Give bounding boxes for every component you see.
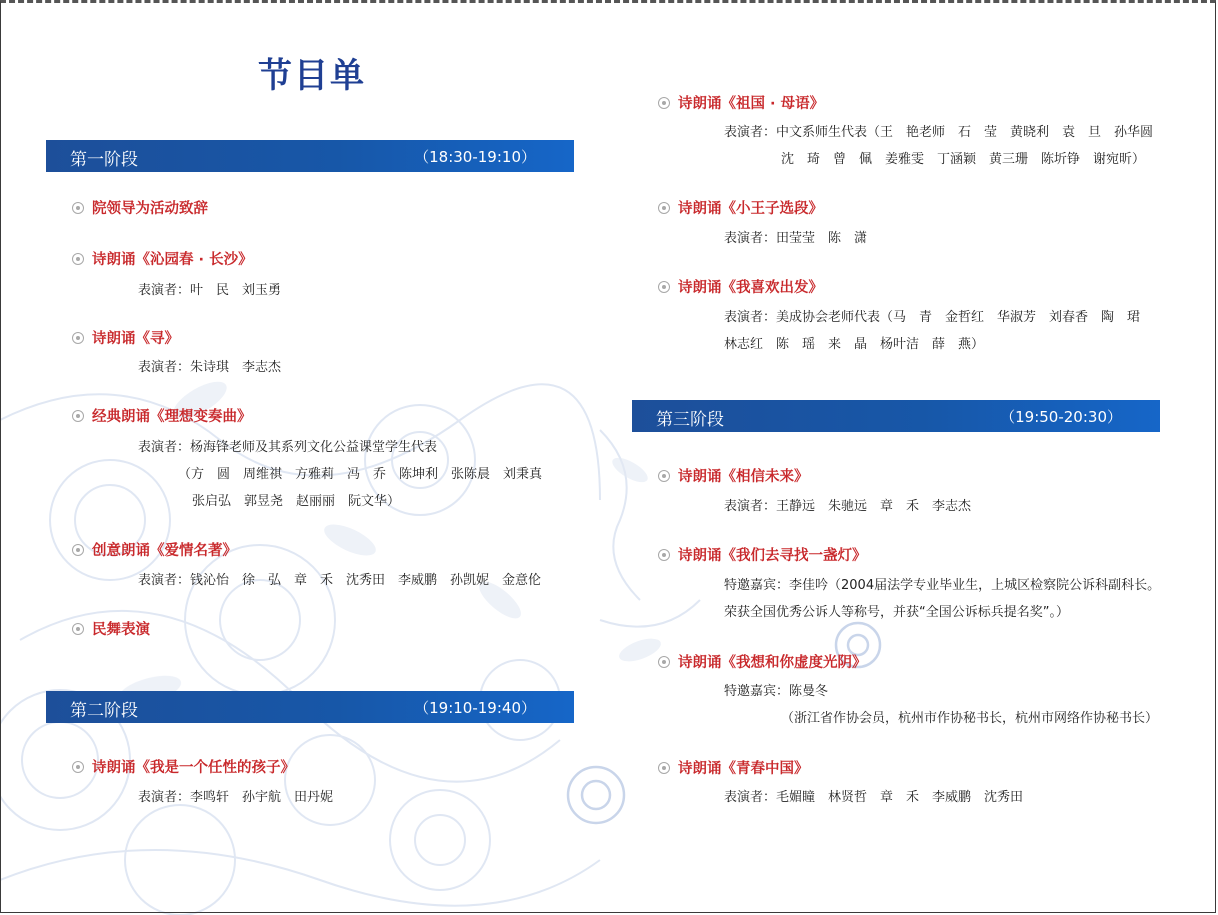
program-item [658,465,809,486]
bullet-icon [72,253,84,265]
phase-3-time: （19:50-20:30） [1000,408,1122,426]
program-title: 诗朗诵《沁园春 · 长沙》 [92,252,253,268]
performers: 表演者：中文系师生代表（王 艳老师 石 莹 黄晓利 袁 旦 孙华圆 [724,125,1154,140]
performers: 表演者：王静远 朱驰远 章 禾 李志杰 [724,499,972,514]
performers: 表演者：钱沁怡 徐 弘 章 禾 沈秀田 李威鹏 孙凯妮 金意伦 [138,573,542,588]
phase-1-header [46,140,574,172]
performers-list: 沈 琦 曾 佩 姜雅雯 丁涵颖 黄三珊 陈圻铮 谢宛昕） [781,152,1146,167]
program-item [72,327,179,348]
program-title: 院领导为活动致辞 [92,201,208,217]
performers-list: （方 圆 周维祺 方雅莉 冯 乔 陈坤利 张陈晨 刘秉真 [178,467,543,482]
program-title: 创意朗诵《爱情名著》 [92,543,237,559]
program-item [658,544,867,565]
program-title: 民舞表演 [92,622,150,638]
bullet-icon [658,549,670,561]
bullet-icon [72,332,84,344]
program-title: 诗朗诵《寻》 [92,331,179,347]
guest-info: 特邀嘉宾：陈曼冬 [724,684,829,699]
program-title: 诗朗诵《我想和你虚度光阴》 [678,655,867,671]
phase-2-name: 第二阶段 [70,701,138,721]
phase-1-time: （18:30-19:10） [414,148,536,166]
bullet-icon [658,656,670,668]
performers-list: 张启弘 郭昱尧 赵丽丽 阮文华） [192,494,401,509]
program-title: 诗朗诵《我是一个任性的孩子》 [92,760,295,776]
performers: 表演者：田莹莹 陈 潇 [724,231,868,246]
performers-list: 林志红 陈 瑶 来 晶 杨叶洁 薛 燕） [724,337,985,352]
program-title: 诗朗诵《青春中国》 [678,761,809,777]
program-title: 经典朗诵《理想变奏曲》 [92,409,252,425]
program-title: 诗朗诵《小王子选段》 [678,201,823,217]
page-title: 节目单 [258,56,366,96]
performers: 表演者：朱诗琪 李志杰 [138,360,282,375]
bullet-icon [658,202,670,214]
bullet-icon [658,762,670,774]
bullet-icon [658,281,670,293]
performers: 表演者：叶 民 刘玉勇 [138,283,282,298]
performers: 表演者：杨海锋老师及其系列文化公益课堂学生代表 [138,440,438,455]
program-item [658,651,867,672]
performers: 表演者：美成协会老师代表（马 青 金哲红 华淑芳 刘春香 陶 珺 [724,310,1141,325]
performers: 表演者：李鸣轩 孙宇航 田丹妮 [138,790,334,805]
phase-3-header [632,400,1160,432]
program-item [72,618,150,639]
program-item [72,248,253,269]
program-item [72,756,295,777]
program-item [658,92,824,113]
phase-3-name: 第三阶段 [656,410,724,430]
program-title: 诗朗诵《祖国 · 母语》 [678,96,825,112]
bullet-icon [658,97,670,109]
program-title: 诗朗诵《我们去寻找一盏灯》 [678,548,867,564]
program-title: 诗朗诵《我喜欢出发》 [678,280,823,296]
program-item [72,197,208,218]
bullet-icon [72,202,84,214]
bullet-icon [658,470,670,482]
program-item [72,405,252,426]
program-item [658,276,823,297]
guest-info: 荣获全国优秀公诉人等称号，并获“全国公诉标兵提名奖”。） [724,605,1069,620]
phase-2-time: （19:10-19:40） [414,699,536,717]
program-title: 诗朗诵《相信未来》 [678,469,809,485]
phase-1-name: 第一阶段 [70,150,138,170]
bullet-icon [72,544,84,556]
program-item [658,197,823,218]
program-item [72,539,237,560]
program-item [658,757,809,778]
bullet-icon [72,410,84,422]
guest-info: 特邀嘉宾：李佳吟（2004届法学专业毕业生，上城区检察院公诉科副科长。 [724,578,1161,593]
phase-2-header [46,691,574,723]
bullet-icon [72,761,84,773]
guest-info: （浙江省作协会员，杭州市作协秘书长，杭州市网络作协秘书长） [781,711,1159,726]
bullet-icon [72,623,84,635]
performers: 表演者：毛媚瞳 林贤哲 章 禾 李威鹏 沈秀田 [724,790,1024,805]
